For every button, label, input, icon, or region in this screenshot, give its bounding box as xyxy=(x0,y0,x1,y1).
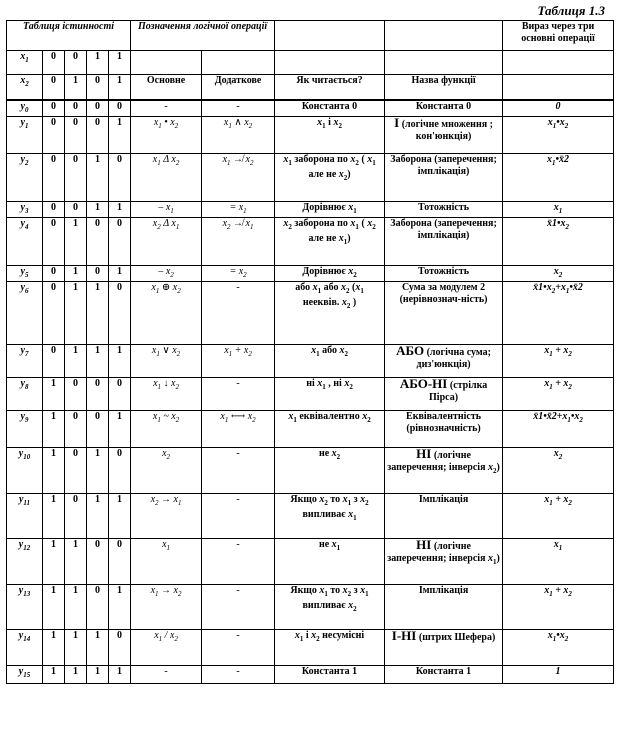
function-name: Заборона (заперечення; імплікація) xyxy=(385,217,503,265)
truth-bit: 1 xyxy=(87,281,109,344)
truth-bit: 1 xyxy=(43,410,65,447)
expression: $x_1 + x_2$ xyxy=(503,344,614,377)
reading-text: $x_1$ або $x_2$ xyxy=(275,344,385,377)
reading-text: $x_2$ заборона по $x_1$ ( $x_2$ але не $x_1$) xyxy=(275,217,385,265)
additional-notation: - xyxy=(202,447,275,493)
reading-text: $x_1$ і $x_2$ xyxy=(275,116,385,153)
table-row xyxy=(7,281,614,344)
truth-bit: 0 xyxy=(65,201,87,217)
truth-bit: 1 xyxy=(65,344,87,377)
truth-bit: 1 xyxy=(87,51,109,75)
table-row xyxy=(7,447,614,493)
truth-bit: 1 xyxy=(43,538,65,584)
header-additional: Додаткове xyxy=(202,75,275,100)
truth-bit: 1 xyxy=(109,75,131,100)
reading-text: Константа 1 xyxy=(275,665,385,683)
table-row xyxy=(7,217,614,265)
truth-bit: 1 xyxy=(87,493,109,538)
truth-bit: 0 xyxy=(43,217,65,265)
truth-bit: 1 xyxy=(65,665,87,683)
expression: $x_1•x_2$ xyxy=(503,116,614,153)
expression: $x_1 + x_2$ xyxy=(503,584,614,629)
truth-bit: 1 xyxy=(65,281,87,344)
table-row xyxy=(7,665,614,683)
truth-bit: 1 xyxy=(87,201,109,217)
additional-notation: = $x_2$ xyxy=(202,265,275,281)
truth-bit: 1 xyxy=(109,51,131,75)
table-row xyxy=(7,201,614,217)
truth-bit: 0 xyxy=(109,100,131,117)
truth-bit: 0 xyxy=(87,584,109,629)
expression: $x_1 + x_2$ xyxy=(503,377,614,410)
function-name: І (логічне множення ; кон'юнкція) xyxy=(385,116,503,153)
truth-bit: 0 xyxy=(87,410,109,447)
truth-bit: 1 xyxy=(109,265,131,281)
expression: $x̄1•x_2$ xyxy=(503,217,614,265)
basic-notation: $x_1$ • $x_2$ xyxy=(131,116,202,153)
additional-notation: - xyxy=(202,538,275,584)
truth-bit: 1 xyxy=(87,665,109,683)
truth-bit: 0 xyxy=(65,51,87,75)
truth-bit: 1 xyxy=(65,538,87,584)
additional-notation: $x_2$ ↛ $x_1$ xyxy=(202,217,275,265)
truth-bit: 0 xyxy=(109,377,131,410)
reading-text: ні $x_1$ , ні $x_2$ xyxy=(275,377,385,410)
truth-bit: 1 xyxy=(65,584,87,629)
function-name: Тотожність xyxy=(385,201,503,217)
function-label: $y_2$ xyxy=(7,153,43,201)
function-label: $y_{13}$ xyxy=(7,584,43,629)
additional-notation: - xyxy=(202,377,275,410)
table-row xyxy=(7,493,614,538)
truth-bit: 0 xyxy=(109,538,131,584)
function-name: Сума за модулем 2 (нерівнознач-ність) xyxy=(385,281,503,344)
expression: $x̄1•x_2+x_1•x̄2$ xyxy=(503,281,614,344)
truth-bit: 0 xyxy=(87,217,109,265)
basic-notation: $x_2$ Δ $x_1$ xyxy=(131,217,202,265)
header-truth-table: Таблиця істинності xyxy=(7,21,131,51)
function-name: Імплікація xyxy=(385,493,503,538)
reading-text: Константа 0 xyxy=(275,100,385,117)
truth-bit: 1 xyxy=(43,447,65,493)
truth-bit: 1 xyxy=(109,344,131,377)
additional-notation: - xyxy=(202,100,275,117)
additional-notation: - xyxy=(202,493,275,538)
truth-bit: 0 xyxy=(65,153,87,201)
function-label: $y_7$ xyxy=(7,344,43,377)
truth-bit: 1 xyxy=(87,447,109,493)
truth-bit: 0 xyxy=(43,100,65,117)
function-label: $y_1$ xyxy=(7,116,43,153)
empty-cell xyxy=(503,51,614,75)
table-row xyxy=(7,265,614,281)
truth-bit: 0 xyxy=(65,493,87,538)
truth-bit: 1 xyxy=(109,584,131,629)
additional-notation: = $x_1$ xyxy=(202,201,275,217)
reading-text: Якщо $x_2$ то $x_1$ з $x_2$ випливає $x_1$ xyxy=(275,493,385,538)
expression: $x_1$ xyxy=(503,538,614,584)
truth-bit: 0 xyxy=(87,538,109,584)
var-label: $x_2$ xyxy=(7,75,43,100)
logic-functions-table xyxy=(6,20,614,684)
truth-bit: 1 xyxy=(43,377,65,410)
truth-bit: 0 xyxy=(43,116,65,153)
truth-bit: 1 xyxy=(43,493,65,538)
reading-text: $x_1$ заборона по $x_2$ ( $x_1$ але не $x_2$) xyxy=(275,153,385,201)
truth-bit: 0 xyxy=(87,75,109,100)
header-designation: Позначення логічної операції xyxy=(131,21,275,51)
expression: $x_2$ xyxy=(503,447,614,493)
truth-bit: 1 xyxy=(43,629,65,665)
var-label: $x_1$ xyxy=(7,51,43,75)
additional-notation: - xyxy=(202,665,275,683)
truth-bit: 1 xyxy=(65,217,87,265)
truth-bit: 0 xyxy=(43,51,65,75)
truth-bit: 0 xyxy=(43,201,65,217)
function-name: АБО (логічна сума; диз'юнкція) xyxy=(385,344,503,377)
truth-bit: 1 xyxy=(109,665,131,683)
additional-notation: $x_1 + x_2$ xyxy=(202,344,275,377)
expression: $x_1•x̄2$ xyxy=(503,153,614,201)
truth-bit: 1 xyxy=(65,629,87,665)
empty-cell xyxy=(202,51,275,75)
truth-bit: 0 xyxy=(109,447,131,493)
table-row xyxy=(7,116,614,153)
function-label: $y_0$ xyxy=(7,100,43,117)
basic-notation: $x_1$ ~ $x_2$ xyxy=(131,410,202,447)
truth-bit: 0 xyxy=(87,116,109,153)
additional-notation: - xyxy=(202,629,275,665)
truth-bit: 1 xyxy=(65,75,87,100)
function-name: НІ (логічне заперечення; інверсія $x_2$) xyxy=(385,447,503,493)
basic-notation: $x_1 / x_2$ xyxy=(131,629,202,665)
additional-notation: $x_1$ ⟷ $x_2$ xyxy=(202,410,275,447)
function-name: НІ (логічне заперечення; інверсія $x_1$) xyxy=(385,538,503,584)
expression: 0 xyxy=(503,100,614,117)
function-label: $y_{11}$ xyxy=(7,493,43,538)
expression: 1 xyxy=(503,665,614,683)
truth-bit: 0 xyxy=(43,344,65,377)
empty-cell xyxy=(385,51,503,75)
truth-bit: 0 xyxy=(65,410,87,447)
truth-bit: 0 xyxy=(65,377,87,410)
truth-bit: 1 xyxy=(109,201,131,217)
reading-text: Якщо $x_1$ то $x_2$ з $x_1$ випливає $x_2$ xyxy=(275,584,385,629)
truth-bit: 0 xyxy=(65,116,87,153)
additional-notation: $x_1$ ↛ $x_2$ xyxy=(202,153,275,201)
truth-bit: 0 xyxy=(109,217,131,265)
table-row xyxy=(7,584,614,629)
truth-bit: 0 xyxy=(87,100,109,117)
truth-bit: 0 xyxy=(87,377,109,410)
basic-notation: $x_1$ Δ $x_2$ xyxy=(131,153,202,201)
truth-bit: 1 xyxy=(87,344,109,377)
function-name: Константа 1 xyxy=(385,665,503,683)
reading-text: Дорівнює $x_2$ xyxy=(275,265,385,281)
expression: $x_2$ xyxy=(503,265,614,281)
reading-text: $x_1$ еквівалентно $x_2$ xyxy=(275,410,385,447)
table-row xyxy=(7,538,614,584)
function-name: Еквівалентність (рівнозначність) xyxy=(385,410,503,447)
expression: $x_1 + x_2$ xyxy=(503,493,614,538)
function-label: $y_{10}$ xyxy=(7,447,43,493)
basic-notation: – $x_1$ xyxy=(131,201,202,217)
truth-bit: 1 xyxy=(87,629,109,665)
function-label: $y_3$ xyxy=(7,201,43,217)
table-row xyxy=(7,377,614,410)
additional-notation: - xyxy=(202,584,275,629)
table-row xyxy=(7,344,614,377)
reading-text: або $x_1$ або $x_2$ ($x_1$ нееквів. $x_2$ ) xyxy=(275,281,385,344)
header-func-name: Назва функції xyxy=(385,75,503,100)
reading-text: $x_1$ і $x_2$ несумісні xyxy=(275,629,385,665)
basic-notation: – $x_2$ xyxy=(131,265,202,281)
empty-cell xyxy=(503,75,614,100)
truth-bit: 1 xyxy=(43,584,65,629)
table-row xyxy=(7,410,614,447)
table-row xyxy=(7,153,614,201)
basic-notation: $x_1$ ↓ $x_2$ xyxy=(131,377,202,410)
function-name: Тотожність xyxy=(385,265,503,281)
function-label: $y_6$ xyxy=(7,281,43,344)
truth-bit: 1 xyxy=(109,493,131,538)
function-label: $y_{15}$ xyxy=(7,665,43,683)
function-name: Заборона (заперечення; імплікація) xyxy=(385,153,503,201)
reading-text: не $x_2$ xyxy=(275,447,385,493)
header-reading: Як читається? xyxy=(275,75,385,100)
truth-bit: 0 xyxy=(109,281,131,344)
reading-text: Дорівнює $x_1$ xyxy=(275,201,385,217)
truth-bit: 0 xyxy=(43,281,65,344)
truth-bit: 0 xyxy=(109,153,131,201)
function-label: $y_9$ xyxy=(7,410,43,447)
function-name: Константа 0 xyxy=(385,100,503,117)
truth-bit: 0 xyxy=(65,100,87,117)
function-label: $y_8$ xyxy=(7,377,43,410)
additional-notation: $x_1$ ∧ $x_2$ xyxy=(202,116,275,153)
table-row xyxy=(7,100,614,117)
truth-bit: 0 xyxy=(43,75,65,100)
truth-bit: 1 xyxy=(43,665,65,683)
basic-notation: $x_1$ ∨ $x_2$ xyxy=(131,344,202,377)
truth-bit: 1 xyxy=(109,116,131,153)
truth-bit: 1 xyxy=(65,265,87,281)
truth-bit: 0 xyxy=(109,629,131,665)
function-label: $y_{14}$ xyxy=(7,629,43,665)
header-expr: Вираз через три основні операції xyxy=(503,21,614,51)
truth-bit: 0 xyxy=(43,153,65,201)
truth-bit: 0 xyxy=(65,447,87,493)
basic-notation: - xyxy=(131,665,202,683)
truth-bit: 1 xyxy=(87,153,109,201)
function-label: $y_4$ xyxy=(7,217,43,265)
expression: $x̄1•x̄2+x_1•x_2$ xyxy=(503,410,614,447)
basic-notation: $x_2$ xyxy=(131,447,202,493)
empty-cell xyxy=(131,51,202,75)
header-basic: Основне xyxy=(131,75,202,100)
function-name: Імплікація xyxy=(385,584,503,629)
expression: $x_1•x_2$ xyxy=(503,629,614,665)
function-name: АБО-НІ (стрілка Пірса) xyxy=(385,377,503,410)
truth-bit: 0 xyxy=(87,265,109,281)
basic-notation: $x_2 \to x_1$ xyxy=(131,493,202,538)
reading-text: не $x_1$ xyxy=(275,538,385,584)
additional-notation: - xyxy=(202,281,275,344)
basic-notation: $x_1 \to x_2$ xyxy=(131,584,202,629)
basic-notation: - xyxy=(131,100,202,117)
expression: $x_1$ xyxy=(503,201,614,217)
truth-bit: 0 xyxy=(43,265,65,281)
empty-cell xyxy=(275,51,385,75)
function-label: $y_{12}$ xyxy=(7,538,43,584)
table-caption: Таблиця 1.3 xyxy=(537,3,605,18)
basic-notation: $x_1$ ⊕ $x_2$ xyxy=(131,281,202,344)
function-label: $y_5$ xyxy=(7,265,43,281)
table-row xyxy=(7,629,614,665)
basic-notation: $x_1$ xyxy=(131,538,202,584)
function-name: І-НІ (штрих Шефера) xyxy=(385,629,503,665)
truth-bit: 1 xyxy=(109,410,131,447)
